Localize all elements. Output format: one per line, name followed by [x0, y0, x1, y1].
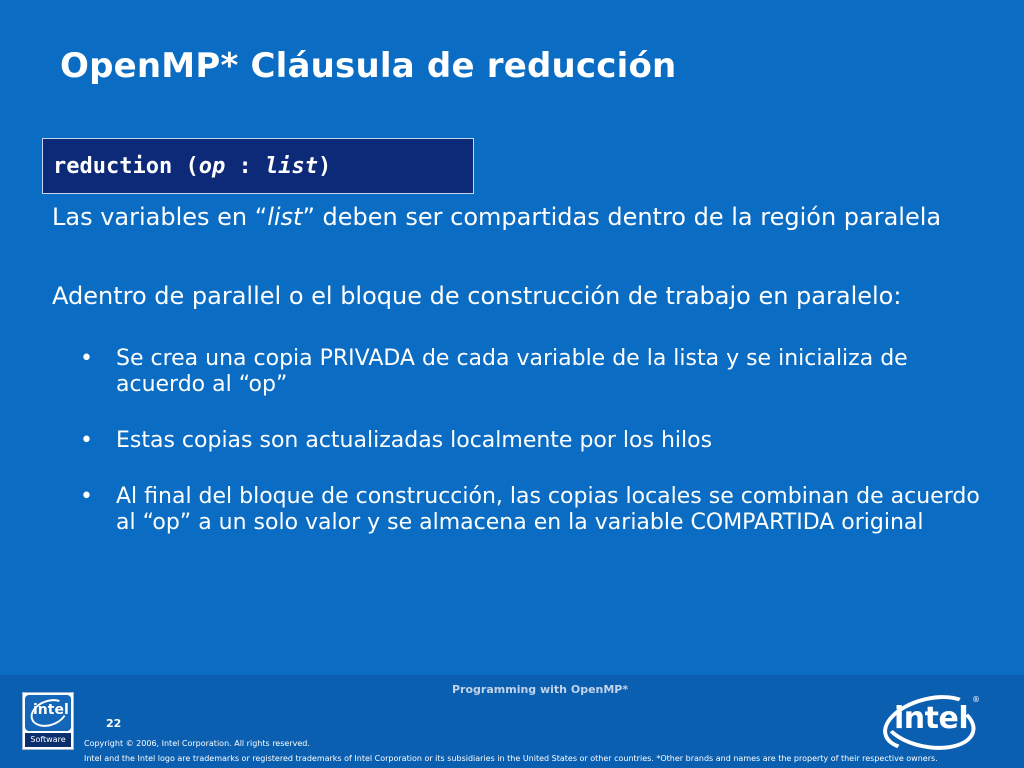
software-logo-label: Software	[25, 733, 71, 747]
para1-before: Las variables en “	[52, 203, 268, 231]
registered-mark: ®	[972, 695, 980, 704]
software-logo-brand: intel	[33, 702, 69, 718]
code-box	[42, 138, 474, 194]
bullet-item	[80, 428, 980, 454]
intel-logo	[878, 689, 978, 757]
bullet-text: Se crea una copia PRIVADA de cada variable de la lista y se inicializa de acuerdo al “op”	[116, 346, 908, 397]
para1-italic: list	[267, 203, 303, 231]
bullet-list	[80, 346, 980, 536]
trademark-text: Intel and the Intel logo are trademarks or registered trademarks of Intel Corporation or its subsidiaries in the United States or other countries. *Other brands and names are the property of their respective owners.	[84, 754, 938, 763]
bullet-icon: •	[80, 484, 93, 509]
paragraph-shared-variables	[52, 203, 952, 232]
copyright-text: Copyright © 2006, Intel Corporation. All rights reserved.	[84, 739, 310, 748]
code-separator: :	[225, 153, 265, 179]
paragraph-parallel-block: Adentro de parallel o el bloque de construcción de trabajo en paralelo:	[52, 282, 902, 310]
bullet-icon: •	[80, 428, 93, 453]
code-prefix: reduction (	[53, 153, 199, 179]
bullet-text: Estas copias son actualizadas localmente por los hilos	[116, 428, 713, 453]
software-logo-top	[25, 695, 71, 731]
bullet-item	[80, 484, 980, 536]
footer-caption: Programming with OpenMP*	[452, 683, 629, 696]
intel-logo-brand: intel	[894, 701, 969, 736]
code-list: list	[264, 153, 318, 179]
bullet-item	[80, 346, 980, 398]
code-suffix: )	[317, 153, 332, 179]
code-op: op	[198, 153, 226, 179]
bullet-text: Al final del bloque de construcción, las copias locales se combinan de acuerdo al “op” a un solo valor y se almacena en la variable COMPARTIDA original	[116, 484, 980, 535]
slide-title: OpenMP* Cláusula de reducción	[60, 46, 677, 86]
intel-software-logo	[22, 692, 74, 750]
page-number: 22	[106, 717, 122, 730]
para1-after: ” deben ser compartidas dentro de la región paralela	[302, 203, 942, 231]
bullet-icon: •	[80, 346, 93, 371]
slide-footer	[0, 675, 1024, 768]
